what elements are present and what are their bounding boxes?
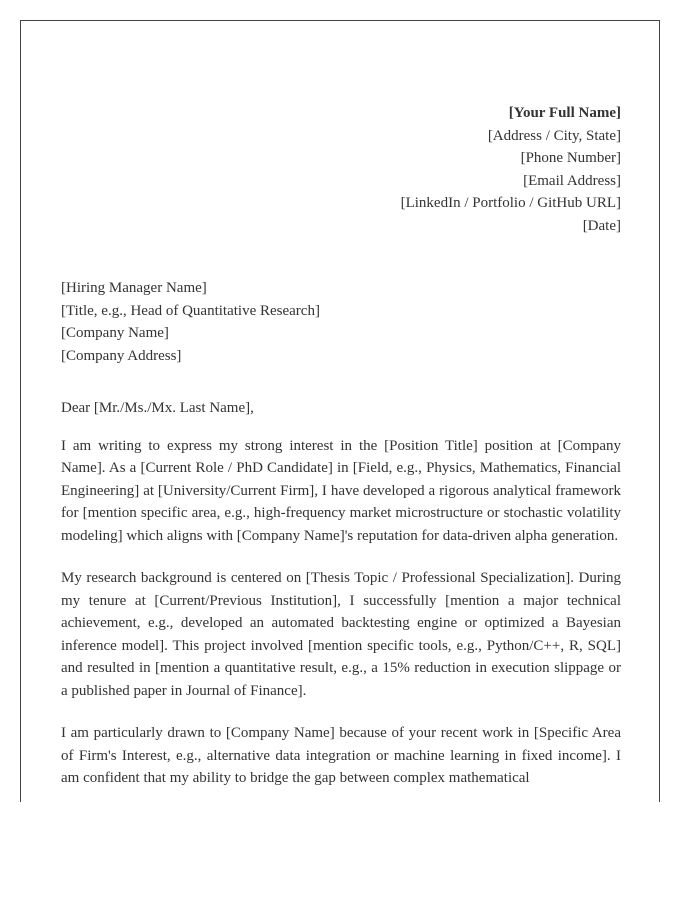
recipient-name: [Hiring Manager Name]	[61, 280, 207, 296]
body-paragraph: I am writing to express my strong interest in the [Position Title] position at [Company Name]. As a [Current Role / PhD Candidate] in [Field, e.g., Physics, Mathematics, Financial Engineering] at [University/Current Firm], I have developed a rigorous analytical framework for [mention specific area, e.g., high-frequency market microstructure or stochastic volatility modeling] which aligns with [Company Name]'s reputation for data-driven alpha generation.	[61, 437, 621, 544]
letter-content	[61, 102, 621, 790]
sender-links: [LinkedIn / Portfolio / GitHub URL]	[400, 195, 621, 211]
recipient-address: [Company Address]	[61, 347, 182, 364]
salutation: Dear [Mr./Ms./Mx. Last Name],	[61, 400, 254, 416]
recipient-block	[61, 277, 621, 367]
sender-block	[61, 102, 621, 237]
recipient-title: [Title, e.g., Head of Quantitative Research]	[61, 302, 320, 319]
recipient-company: [Company Name]	[61, 325, 169, 341]
sender-name: [Your Full Name]	[508, 105, 621, 121]
body-paragraph: I am particularly drawn to [Company Name] because of your recent work in [Specific Area of Firm's Interest, e.g., alternative data integration or machine learning in fixed income]. I am confident that my ability to bridge the gap between complex mathematical	[61, 725, 621, 786]
letter-date: [Date]	[582, 217, 621, 234]
body-paragraph: My research background is centered on [Thesis Topic / Professional Specialization]. During my tenure at [Current/Previous Institution], I successfully [mention a major technical achievement, e.g., developed an automated backtesting engine or optimized a Bayesian inference model]. This project involved [mention specific tools, e.g., Python/C++, R, SQL] and resulted in [mention a quantitative result, e.g., a 15% reduction in execution slippage or a published paper in Journal of Finance].	[61, 570, 621, 699]
letter-page	[20, 20, 660, 802]
sender-email: [Email Address]	[523, 172, 621, 189]
sender-address: [Address / City, State]	[487, 127, 621, 144]
sender-phone: [Phone Number]	[520, 150, 621, 166]
